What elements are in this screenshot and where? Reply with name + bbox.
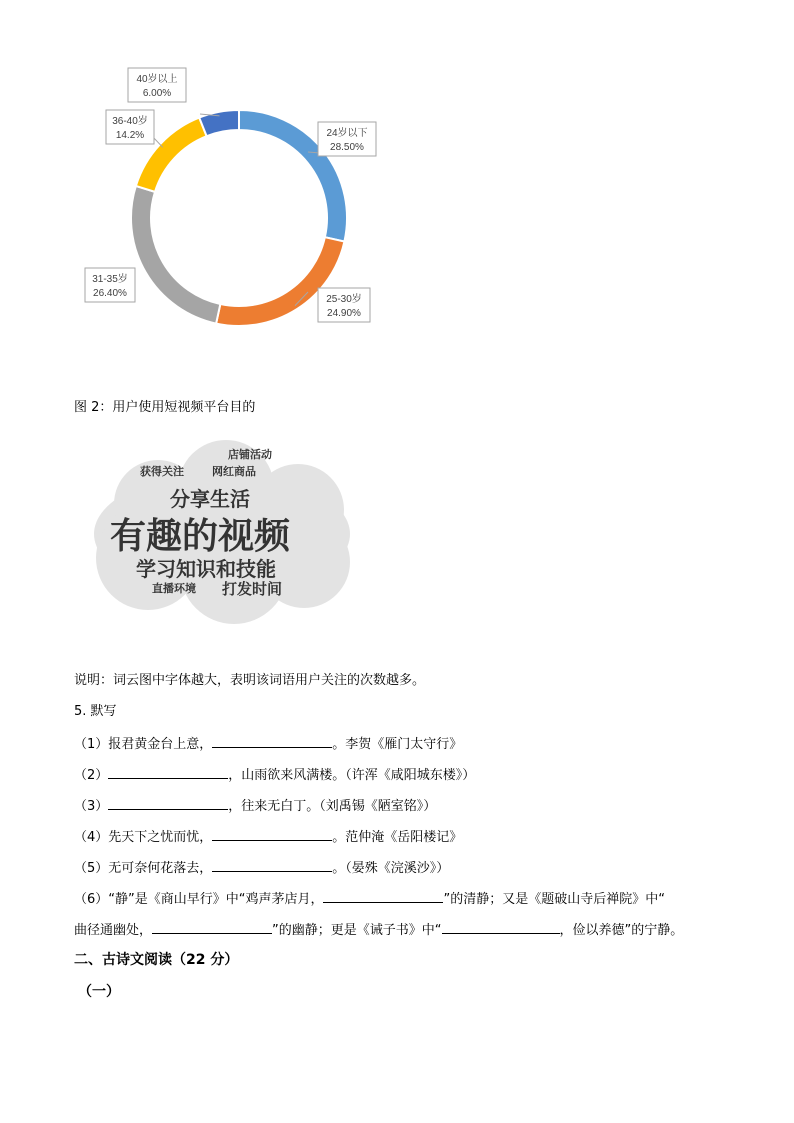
slice-value: 24.90%: [327, 308, 361, 319]
q5-item-3: [74, 796, 436, 816]
item-after: 。（晏殊《浣溪沙》）: [332, 861, 450, 876]
q5-item-5: [74, 858, 449, 878]
q5-item-2: [74, 765, 475, 785]
item-num: （2）: [74, 768, 109, 783]
slice-value: 14.2%: [115, 130, 145, 141]
donut-slices: [131, 110, 347, 326]
item-before: 先天下之忧而忧，: [108, 830, 213, 845]
item6-part3: 曲径通幽处，: [74, 923, 153, 938]
item-num: （5）: [74, 861, 109, 876]
slice-label: 36-40岁: [112, 116, 148, 127]
word-fenxiang: 分享生活: [170, 487, 250, 511]
item-after: ，山雨欲来风满楼。（许浑《咸阳城东楼》）: [228, 768, 476, 783]
item6-part2: ”的清静；又是《题破山寺后禅院》中“: [443, 892, 665, 907]
item-num: （1）: [74, 737, 109, 752]
age-donut-chart: [60, 60, 400, 350]
slice-label: 31-35岁: [92, 274, 128, 285]
word-zhibo: 直播环境: [152, 582, 196, 595]
item-after: 。范仲淹《岳阳楼记》: [332, 830, 463, 845]
fill-blank[interactable]: [108, 765, 228, 779]
slice-value: 6.00%: [142, 88, 172, 99]
wordcloud-note: 说明：词云图中字体越大，表明该词语用户关注的次数越多。: [74, 673, 426, 688]
slice-label: 24岁以下: [326, 128, 368, 139]
donut-slice: [199, 110, 239, 136]
fill-blank[interactable]: [212, 827, 332, 841]
fill-blank[interactable]: [152, 920, 272, 934]
section2-heading: 二、古诗文阅读（22 分）: [74, 952, 239, 968]
word-dianpu: 店铺活动: [228, 448, 272, 461]
word-xuexi: 学习知识和技能: [136, 557, 276, 581]
item6-part1: （6）“静”是《商山早行》中“鸡声茅店月，: [74, 892, 324, 907]
slice-value: 26.40%: [93, 288, 127, 299]
slice-value: 28.50%: [330, 142, 364, 153]
fill-blank[interactable]: [323, 889, 443, 903]
item-before: 报君黄金台上意，: [108, 737, 213, 752]
item6-part5: ，俭以养德”的宁静。: [559, 923, 684, 938]
word-youqu: 有趣的视频: [110, 516, 291, 557]
question5-title: 5. 默写: [74, 704, 117, 719]
fill-blank[interactable]: [108, 796, 228, 810]
q5-item-4: [74, 827, 462, 847]
word-huode: 获得关注: [140, 465, 184, 478]
slice-label: 40岁以上: [136, 74, 178, 85]
figure2-caption: 图 2：用户使用短视频平台目的: [74, 400, 256, 415]
item-after: 。李贺《雁门太守行》: [332, 737, 463, 752]
section2-sub: （一）: [78, 984, 120, 1000]
word-cloud: [88, 432, 356, 624]
item-num: （3）: [74, 799, 109, 814]
fill-blank[interactable]: [212, 734, 332, 748]
item-after: ，往来无白丁。（刘禹锡《陋室铭》）: [228, 799, 437, 814]
q5-item-1: [74, 734, 462, 754]
q5-item-6-line2: [74, 920, 683, 940]
slice-label: 25-30岁: [326, 294, 362, 305]
item-num: （4）: [74, 830, 109, 845]
word-wanghong: 网红商品: [212, 465, 256, 478]
q5-item-6-line1: [74, 889, 665, 909]
donut-slice: [131, 186, 220, 324]
word-dafa: 打发时间: [222, 580, 283, 598]
fill-blank[interactable]: [442, 920, 560, 934]
item-before: 无可奈何花落去，: [108, 861, 213, 876]
item6-part4: ”的幽静；更是《诫子书》中“: [272, 923, 442, 938]
fill-blank[interactable]: [212, 858, 332, 872]
